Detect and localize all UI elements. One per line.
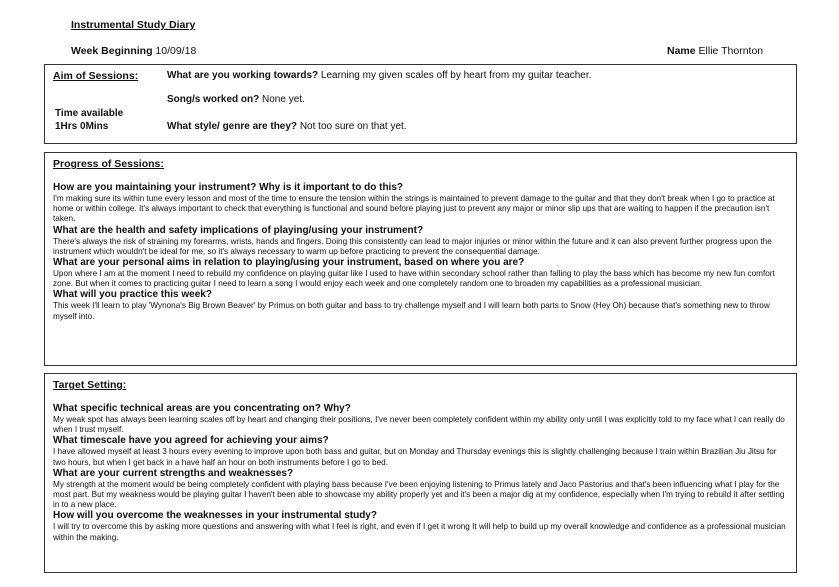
target-question: What specific technical areas are you concentrating on? Why? [53, 403, 351, 414]
document-title: Instrumental Study Diary [71, 19, 196, 31]
time-available-label: Time available [55, 108, 124, 119]
aim-row-style [167, 121, 407, 132]
name-value: Ellie Thornton [698, 45, 764, 57]
target-heading: Target Setting: [53, 379, 127, 391]
progress-question: What are the health and safety implications of playing/using your instrument? [53, 224, 424, 236]
progress-answer: This week I'll learn to play 'Wynona's Big Brown Beaver' by Primus on both guitar and bass to try challenge myself and I will learn both parts to Snow (Hey Oh) because that's something new to throw myself into. [53, 301, 770, 321]
aim-answer: Learning my given scales off by heart from my guitar teacher. [320, 70, 592, 81]
aim-answer: None yet. [262, 94, 305, 105]
time-available-value: 1Hrs 0Mins [55, 121, 109, 132]
week-beginning [71, 45, 196, 57]
aim-label: Aim of Sessions: [53, 70, 139, 82]
progress-heading: Progress of Sessions: [53, 158, 164, 170]
progress-question: How are you maintaining your instrument? Why is it important to do this? [53, 182, 404, 193]
target-question: What are your current strengths and weaknesses? [53, 467, 294, 479]
aim-answer: Not too sure on that yet. [299, 121, 407, 132]
progress-answer: There's always the risk of straining my forearms, wrists, hands and fingers. Doing this consistently can lead to major injuries or minor within the future and it can also prevent further progress upon the instrument which wouldn't be ideal for me, so it's always necessary to warm up before practicing to prevent the consequential damage. [53, 236, 772, 256]
week-value: 10/09/18 [155, 45, 197, 57]
target-answer: I have allowed myself at least 3 hours every evening to improve upon both bass and guitar, but on Monday and Thursday evenings this is slightly challenging because I train within Brazilian Jiu Jitsu for two hours, but when I get back in a have half an hour on both instruments before I go to bed. [53, 447, 777, 467]
target-answer: My strength at the moment would be being completely confident with playing bass because I've been enjoying listening to Primus lately and Jaco Pastorius and that's been influencing what I play for the most part. But my weakness would be playing guitar I haven't been able to showcase my ability properly yet and it's been a major dig at my confidence, especially when I'm trying to rebuild it after settling in to a new place. [53, 479, 785, 510]
target-question: How will you overcome the weaknesses in your instrumental study? [53, 510, 377, 522]
aim-question: Song/s worked on? [167, 94, 260, 105]
aim-row-working-towards [167, 70, 591, 81]
target-setting-box [44, 373, 797, 573]
name-label: Name [667, 45, 696, 57]
progress-question: What are your personal aims in relation to playing/using your instrument, based on where you are? [53, 257, 525, 269]
progress-question: What will you practice this week? [53, 289, 212, 301]
target-question: What timescale have you agreed for achieving your aims? [53, 435, 329, 447]
week-label: Week Beginning [71, 45, 153, 57]
progress-of-sessions-box [44, 152, 797, 366]
aim-question: What style/ genre are they? [167, 121, 298, 132]
target-answer: I will try to overcome this by asking more questions and answering with what I feel is right, and even if I get it wrong It will help to build up my overall knowledge and confidence as a professional musician within the making. [53, 522, 786, 542]
aim-question: What are you working towards? [167, 70, 319, 81]
target-answer: My weak spot has always been learning scales off by heart and changing their positions, I've never been completely confident within my ability only until I was explicitly told to my face what I can really do when I trust myself. [53, 415, 785, 435]
progress-answer: Upon where I am at the moment I need to rebuild my confidence on playing guitar like I used to have within secondary school rather than falling to play the bass which has become my new fun comfort zone. But when it comes to practicing guitar I need to learn a song I would enjoy each week and one completely random one to broaden my capabilities as a professional musician. [53, 269, 775, 289]
progress-answer: I'm making sure its within tune every lesson and most of the time to ensure the tension within the strings is maintained to prevent damage to the guitar and that they don't break when I go to practice at home or within college. It's always important to check that everything is functional and sound before playing just to prevent any major or minor slip ups that are waiting to happen if the precaution isn't taken. [53, 194, 775, 224]
aim-row-songs [167, 94, 305, 105]
progress-body [53, 158, 788, 322]
aim-of-sessions-box [44, 64, 797, 144]
target-body [53, 379, 788, 543]
student-name [667, 45, 763, 57]
